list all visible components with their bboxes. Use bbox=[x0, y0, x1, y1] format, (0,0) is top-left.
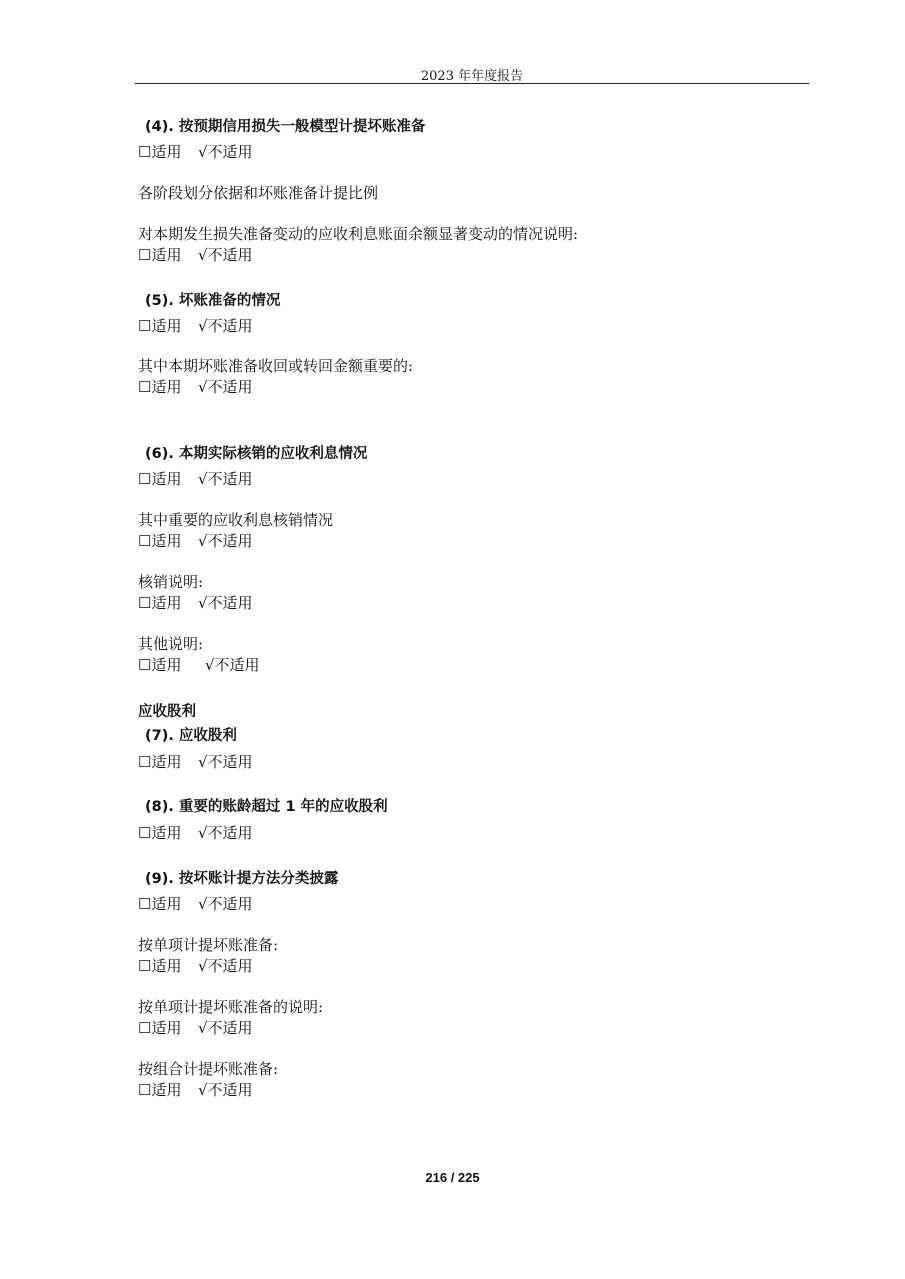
applicable-checkbox: ☐适用 bbox=[138, 317, 182, 335]
option-row bbox=[138, 894, 253, 914]
not-applicable-mark: √不适用 bbox=[198, 1081, 253, 1099]
header-divider bbox=[135, 83, 809, 84]
section-5-title: (5). 坏账准备的情况 bbox=[145, 293, 281, 309]
applicable-checkbox: ☐适用 bbox=[138, 594, 182, 612]
section-5-note-recovery: 其中本期坏账准备收回或转回金额重要的: bbox=[138, 357, 414, 375]
applicable-checkbox: ☐适用 bbox=[138, 1081, 182, 1099]
section-9-note-portfolio: 按组合计提坏账准备: bbox=[138, 1060, 279, 1078]
report-title: 2023 年年度报告 bbox=[420, 69, 524, 84]
not-applicable-mark: √不适用 bbox=[198, 246, 253, 264]
applicable-checkbox: ☐适用 bbox=[138, 656, 182, 674]
section-6-note-other: 其他说明: bbox=[138, 635, 204, 653]
page-number: 216 / 225 bbox=[425, 1170, 480, 1185]
applicable-checkbox: ☐适用 bbox=[138, 753, 182, 771]
applicable-checkbox: ☐适用 bbox=[138, 143, 182, 161]
option-row bbox=[138, 655, 260, 675]
section-9-title: (9). 按坏账计提方法分类披露 bbox=[145, 871, 339, 887]
not-applicable-mark: √不适用 bbox=[198, 824, 253, 842]
option-row bbox=[138, 823, 253, 843]
not-applicable-mark: √不适用 bbox=[198, 1019, 253, 1037]
not-applicable-mark: √不适用 bbox=[198, 895, 253, 913]
option-row bbox=[138, 752, 253, 772]
page-header bbox=[135, 64, 809, 84]
option-row bbox=[138, 1080, 253, 1100]
section-6-title: (6). 本期实际核销的应收利息情况 bbox=[145, 446, 368, 462]
not-applicable-mark: √不适用 bbox=[198, 470, 253, 488]
section-6-note-important: 其中重要的应收利息核销情况 bbox=[138, 511, 334, 529]
option-row bbox=[138, 1018, 253, 1038]
section-6-note-writeoff: 核销说明: bbox=[138, 573, 204, 591]
option-row bbox=[138, 956, 253, 976]
section-4-note-changes: 对本期发生损失准备变动的应收利息账面余额显著变动的情况说明: bbox=[138, 225, 579, 243]
applicable-checkbox: ☐适用 bbox=[138, 1019, 182, 1037]
section-8-title: (8). 重要的账龄超过 1 年的应收股利 bbox=[145, 799, 388, 815]
section-4-note-stages: 各阶段划分依据和坏账准备计提比例 bbox=[138, 184, 379, 202]
option-row bbox=[138, 469, 253, 489]
not-applicable-mark: √不适用 bbox=[198, 532, 253, 550]
applicable-checkbox: ☐适用 bbox=[138, 957, 182, 975]
section-7-title: (7). 应收股利 bbox=[145, 728, 237, 744]
not-applicable-mark: √不适用 bbox=[198, 143, 253, 161]
not-applicable-mark: √不适用 bbox=[198, 594, 253, 612]
applicable-checkbox: ☐适用 bbox=[138, 470, 182, 488]
section-4-title: (4). 按预期信用损失一般模型计提坏账准备 bbox=[145, 119, 426, 135]
option-row bbox=[138, 593, 253, 613]
not-applicable-mark: √不适用 bbox=[198, 753, 253, 771]
option-row bbox=[138, 377, 253, 397]
not-applicable-mark: √不适用 bbox=[198, 317, 253, 335]
option-row bbox=[138, 142, 253, 162]
section-9-note-single-explanation: 按单项计提坏账准备的说明: bbox=[138, 998, 324, 1016]
not-applicable-mark: √不适用 bbox=[198, 957, 253, 975]
applicable-checkbox: ☐适用 bbox=[138, 895, 182, 913]
dividends-heading: 应收股利 bbox=[138, 704, 196, 720]
not-applicable-mark: √不适用 bbox=[198, 378, 253, 396]
option-row bbox=[138, 531, 253, 551]
applicable-checkbox: ☐适用 bbox=[138, 378, 182, 396]
section-9-note-single: 按单项计提坏账准备: bbox=[138, 936, 279, 954]
not-applicable-mark: √不适用 bbox=[205, 656, 260, 674]
applicable-checkbox: ☐适用 bbox=[138, 532, 182, 550]
applicable-checkbox: ☐适用 bbox=[138, 824, 182, 842]
applicable-checkbox: ☐适用 bbox=[138, 246, 182, 264]
option-row bbox=[138, 245, 253, 265]
option-row bbox=[138, 316, 253, 336]
